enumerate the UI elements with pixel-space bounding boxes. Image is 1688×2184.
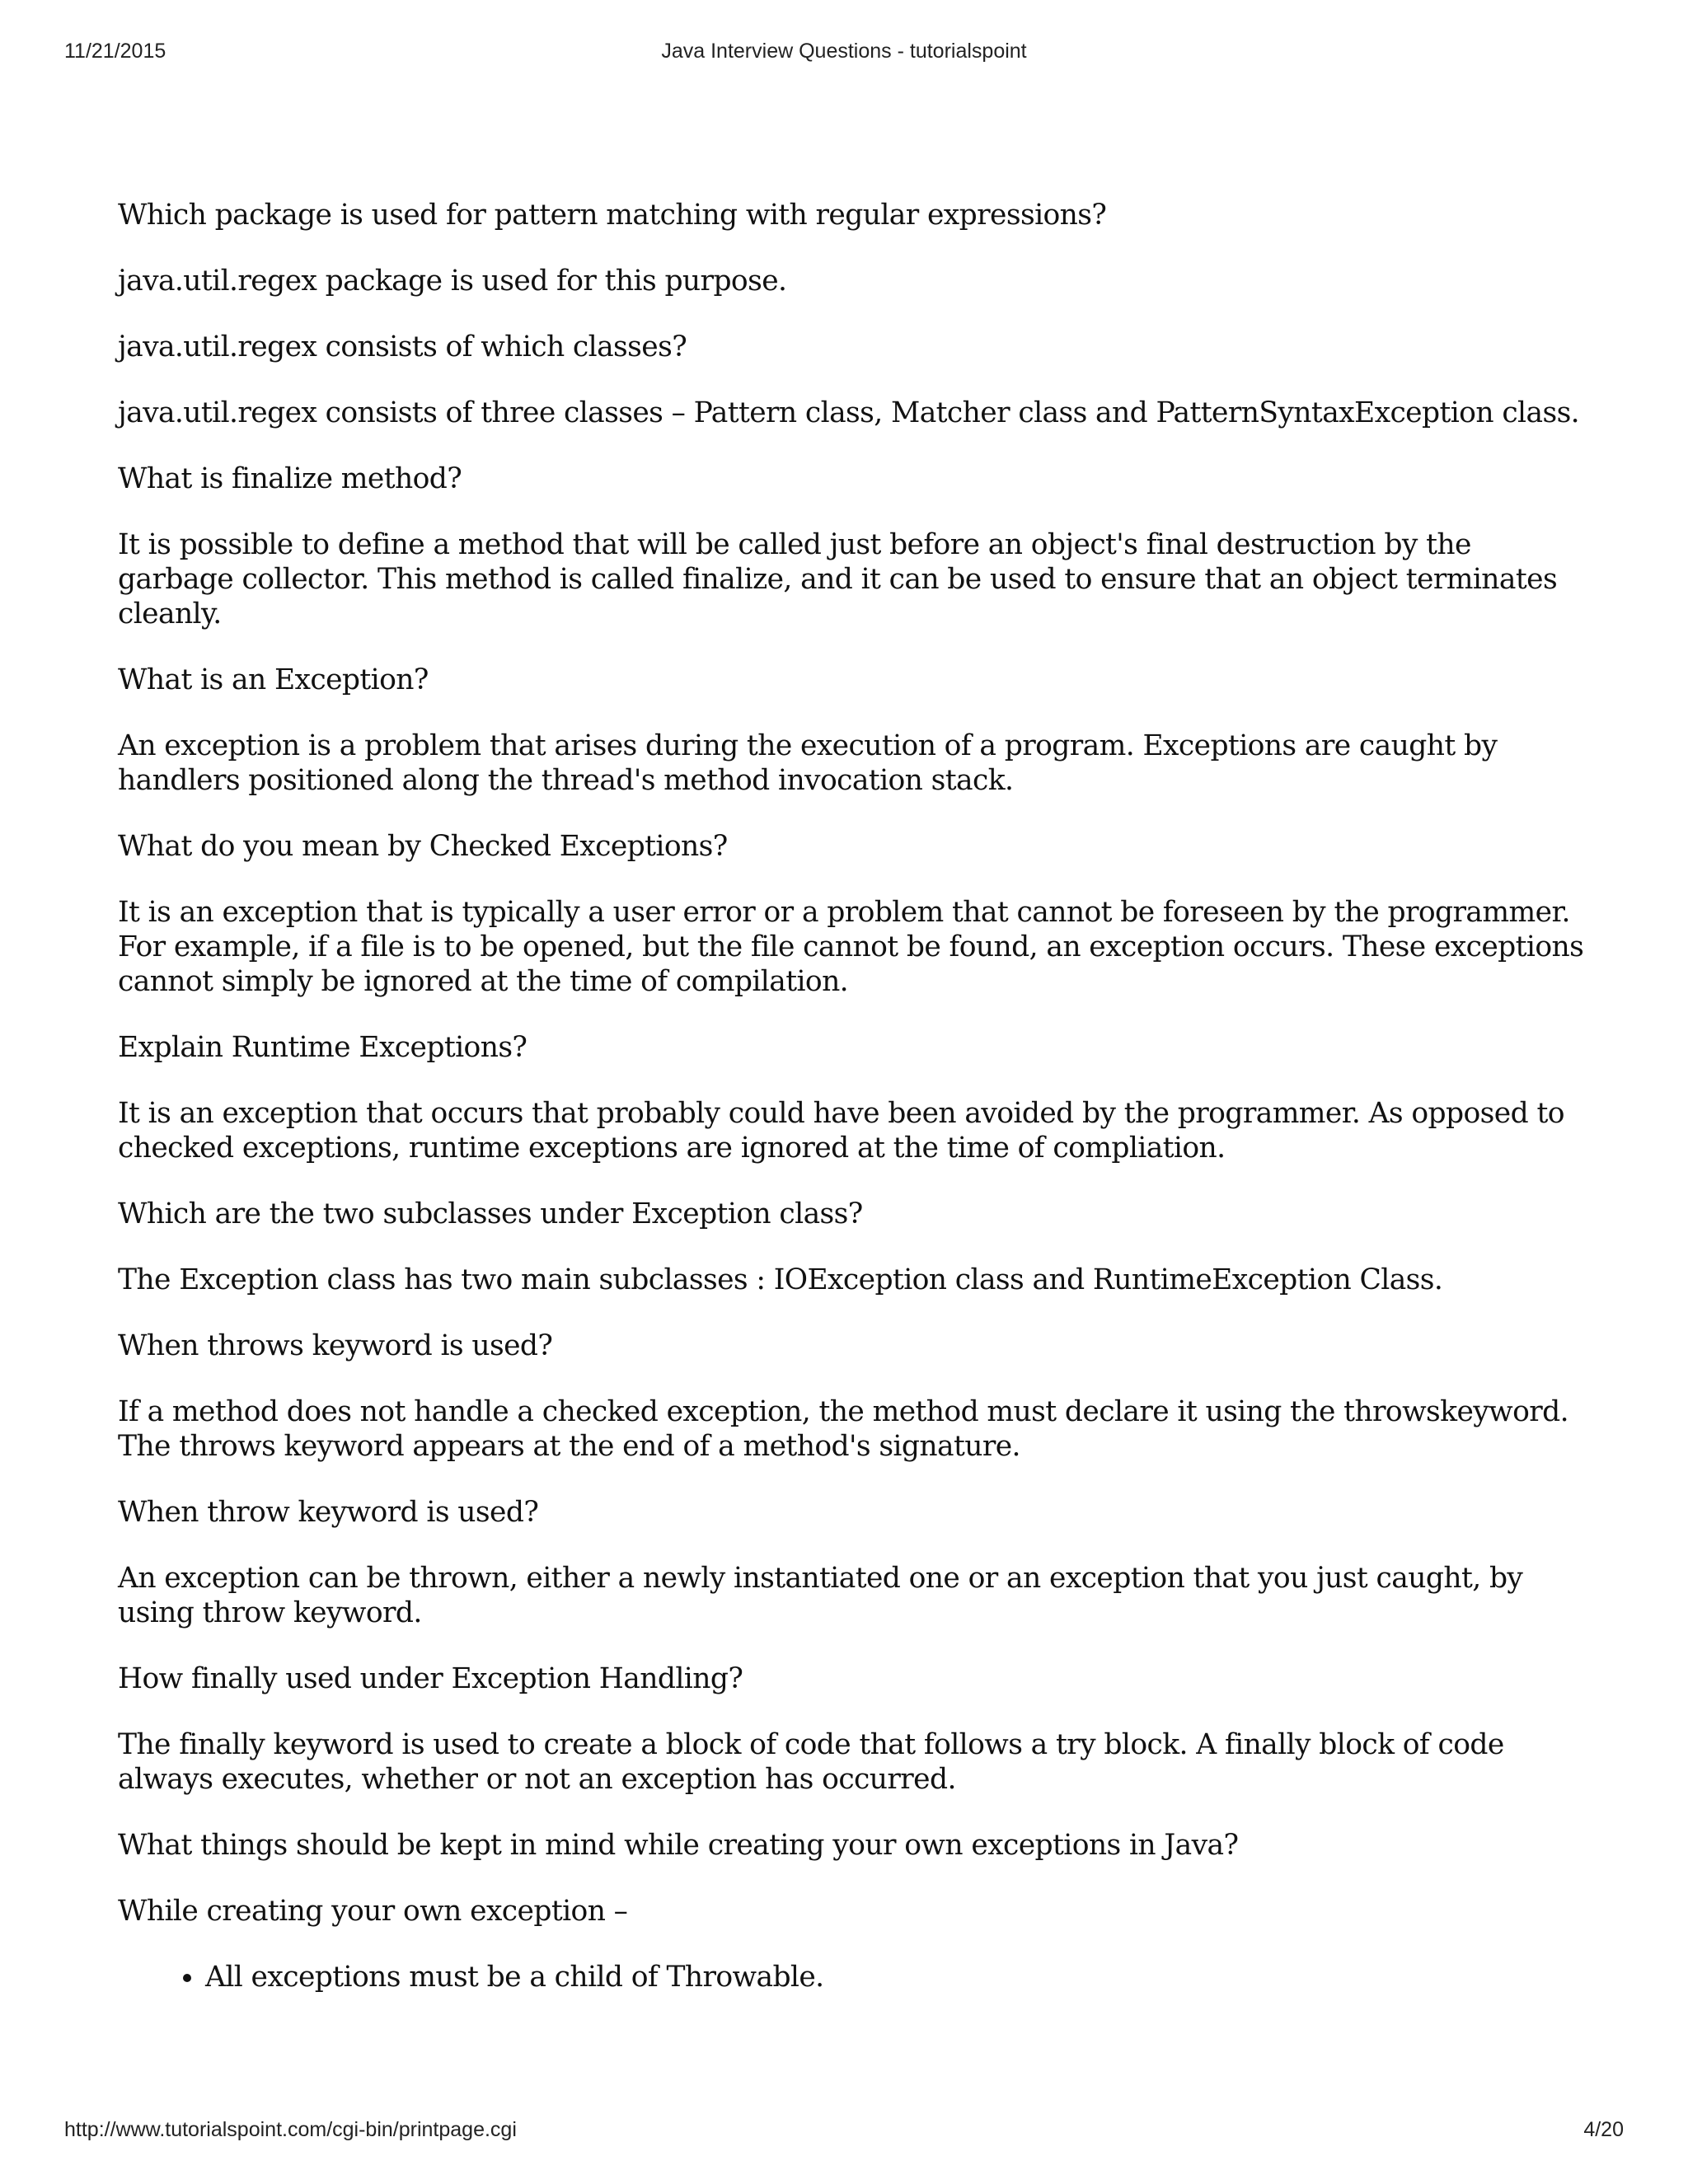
question: How finally used under Exception Handling? [118,1662,743,1695]
list-item: • All exceptions must be a child of Throwable. [205,1960,1585,1994]
answer: java.util.regex consists of three classes – Pattern class, Matcher class and PatternSyntaxException class. [118,396,1580,429]
document-title: Java Interview Questions - tutorialspoint [661,40,1027,63]
question: java.util.regex consists of which classes? [118,330,687,363]
question: What is an Exception? [118,663,429,696]
answer: The Exception class has two main subclasses : IOException class and RuntimeException Class. [118,1263,1443,1296]
answer: It is possible to define a method that will be called just before an object's final destruction by the garbage collector. This method is called finalize, and it can be used to ensure that an object terminates cleanly. [118,528,1558,630]
page-content [118,198,1585,1994]
answer: If a method does not handle a checked exception, the method must declare it using the throwskeyword. The throws keyword appears at the end of a method's signature. [118,1395,1568,1463]
question: What is finalize method? [118,462,462,495]
question: When throws keyword is used? [118,1329,553,1362]
answer: An exception can be thrown, either a newly instantiated one or an exception that you just caught, by using throw keyword. [118,1562,1523,1629]
answer: It is an exception that occurs that probably could have been avoided by the programmer. As opposed to checked exceptions, runtime exceptions are ignored at the time of compliation. [118,1097,1564,1165]
question: Explain Runtime Exceptions? [118,1031,528,1064]
answer: java.util.regex package is used for this purpose. [118,265,787,298]
answer: While creating your own exception – [118,1895,628,1928]
question: What things should be kept in mind while creating your own exceptions in Java? [118,1829,1239,1862]
question: When throw keyword is used? [118,1496,539,1529]
page-number: 4/20 [1583,2118,1624,2141]
print-header [64,40,1624,69]
question: Which are the two subclasses under Exception class? [118,1197,863,1230]
question: What do you mean by Checked Exceptions? [118,830,728,863]
page-url: http://www.tutorialspoint.com/cgi-bin/printpage.cgi [64,2118,517,2141]
answer: The finally keyword is used to create a block of code that follows a try block. A finally block of code always executes, whether or not an exception has occurred. [118,1728,1504,1796]
answer: It is an exception that is typically a user error or a problem that cannot be foreseen by the programmer. For example, if a file is to be opened, but the file cannot be found, an exception occurs. These exceptions cannot simply be ignored at the time of compilation. [118,896,1584,998]
question: Which package is used for pattern matching with regular expressions? [118,199,1107,232]
print-footer [64,2118,1624,2148]
print-date: 11/21/2015 [64,40,166,63]
bullet-list [118,1960,1585,1994]
answer: An exception is a problem that arises during the execution of a program. Exceptions are caught by handlers positioned along the thread's method invocation stack. [118,729,1498,797]
